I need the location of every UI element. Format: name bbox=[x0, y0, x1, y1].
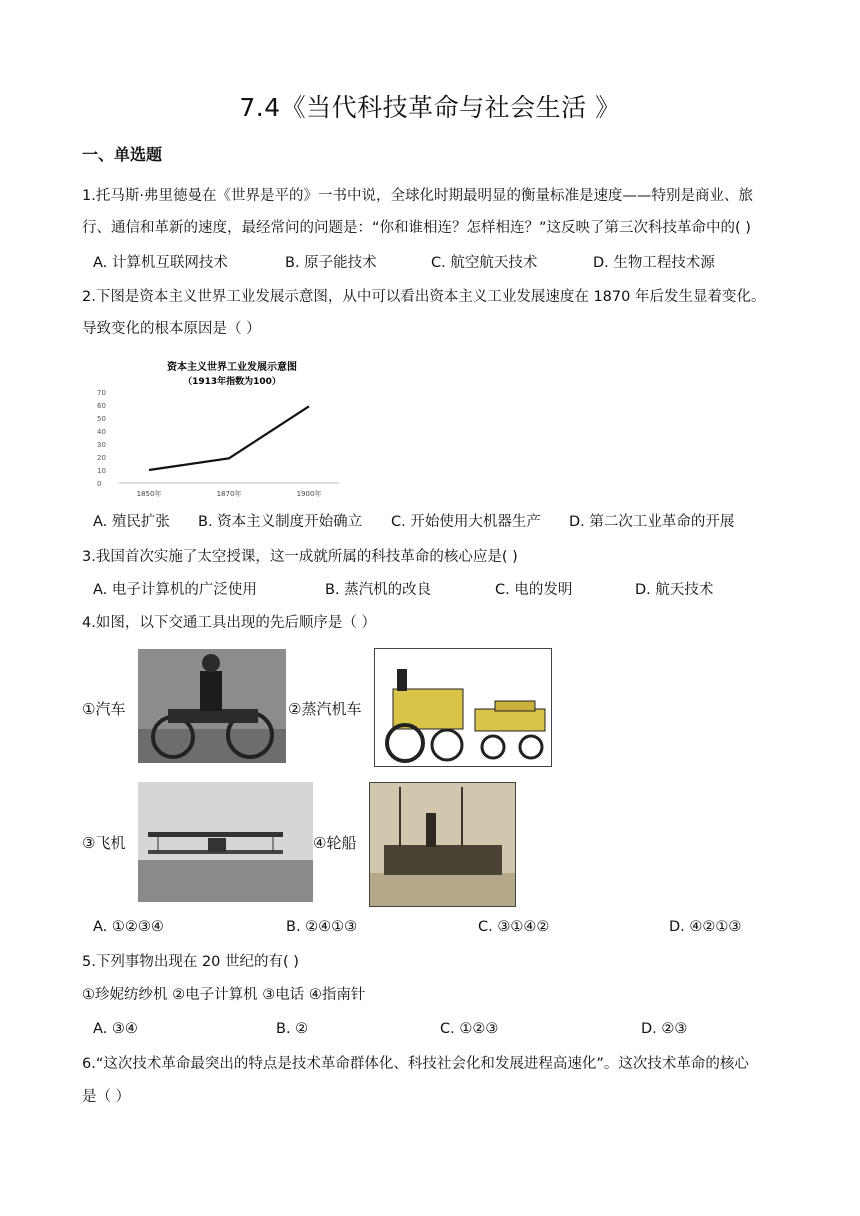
chart-subtitle: （1913年指数为100） bbox=[183, 377, 281, 387]
page-title: 7.4《当代科技革命与社会生活 》 bbox=[239, 93, 621, 122]
chart-series-line bbox=[149, 406, 309, 470]
chart-y-tick-label: 0 bbox=[97, 480, 102, 488]
q3-option-d[interactable]: D. 航天技术 bbox=[635, 582, 714, 598]
q3-option-b[interactable]: B. 蒸汽机的改良 bbox=[325, 582, 432, 598]
chart-x-tick-label: 1900年 bbox=[296, 490, 322, 498]
chart-y-tick-label: 60 bbox=[97, 402, 106, 410]
industry-growth-chart bbox=[84, 354, 354, 504]
q5-option-b[interactable]: B. ② bbox=[276, 1021, 309, 1037]
label-car: ①汽车 bbox=[82, 700, 126, 718]
question-1-line-1: 1.托马斯·弗里德曼在《世界是平的》一书中说，全球化时期最明显的衡量标准是速度——特别是商业、旅 bbox=[82, 188, 753, 204]
q3-option-a[interactable]: A. 电子计算机的广泛使用 bbox=[93, 582, 257, 598]
chart-y-tick-label: 50 bbox=[97, 415, 106, 423]
chart-x-tick-labels bbox=[137, 489, 322, 498]
q1-option-a[interactable]: A. 计算机互联网技术 bbox=[93, 255, 228, 271]
q2-option-a[interactable]: A. 殖民扩张 bbox=[93, 514, 170, 530]
q2-option-d[interactable]: D. 第二次工业革命的开展 bbox=[569, 514, 735, 530]
question-2-line-2: 导致变化的根本原因是（ ） bbox=[82, 321, 261, 337]
question-5-line-1: 5.下列事物出现在 20 世纪的有( ) bbox=[82, 954, 299, 970]
chart-x-tick-label: 1870年 bbox=[216, 490, 242, 498]
q4-option-a[interactable]: A. ①②③④ bbox=[93, 919, 164, 935]
steamship-photo bbox=[369, 782, 516, 907]
steam-locomotive-photo bbox=[374, 648, 552, 767]
q2-option-c[interactable]: C. 开始使用大机器生产 bbox=[391, 514, 541, 530]
q5-option-c[interactable]: C. ①②③ bbox=[440, 1021, 499, 1037]
chart-y-tick-label: 40 bbox=[97, 428, 106, 436]
chart-y-tick-label: 70 bbox=[97, 389, 106, 397]
q4-option-d[interactable]: D. ④②①③ bbox=[669, 919, 742, 935]
question-5-items: ①珍妮纺纱机 ②电子计算机 ③电话 ④指南针 bbox=[82, 987, 366, 1003]
q5-option-d[interactable]: D. ②③ bbox=[641, 1021, 688, 1037]
question-6-line-2: 是（ ） bbox=[82, 1089, 131, 1105]
chart-y-tick-label: 20 bbox=[97, 454, 106, 462]
question-1-line-2: 行、通信和革新的速度，最经常问的问题是：“你和谁相连？怎样相连？”这反映了第三次科技革命中的( ) bbox=[82, 220, 751, 236]
q2-option-b[interactable]: B. 资本主义制度开始确立 bbox=[198, 514, 363, 530]
question-2-line-1: 2.下图是资本主义世界工业发展示意图，从中可以看出资本主义工业发展速度在 1870 年后发生显着变化。 bbox=[82, 289, 766, 305]
section-heading: 一、单选题 bbox=[82, 145, 163, 164]
q1-option-b[interactable]: B. 原子能技术 bbox=[285, 255, 377, 271]
question-4-line-1: 4.如图，以下交通工具出现的先后顺序是（ ） bbox=[82, 615, 376, 631]
chart-x-tick-label: 1850年 bbox=[136, 490, 162, 498]
question-3-line-1: 3.我国首次实施了太空授课，这一成就所属的科技革命的核心应是( ) bbox=[82, 549, 518, 565]
q1-option-c[interactable]: C. 航空航天技术 bbox=[431, 255, 538, 271]
chart-title: 资本主义世界工业发展示意图 bbox=[167, 362, 297, 373]
label-steam-locomotive: ②蒸汽机车 bbox=[288, 700, 362, 718]
q3-option-c[interactable]: C. 电的发明 bbox=[495, 582, 573, 598]
airplane-photo bbox=[138, 782, 313, 902]
car-photo bbox=[138, 649, 286, 763]
q4-option-c[interactable]: C. ③①④② bbox=[478, 919, 550, 935]
chart-y-tick-labels bbox=[97, 389, 106, 488]
q1-option-d[interactable]: D. 生物工程技术源 bbox=[593, 255, 715, 271]
label-airplane: ③飞机 bbox=[82, 834, 126, 852]
chart-y-tick-label: 30 bbox=[97, 441, 106, 449]
q5-option-a[interactable]: A. ③④ bbox=[93, 1021, 138, 1037]
label-steamship: ④轮船 bbox=[313, 834, 357, 852]
question-6-line-1: 6.“这次技术革命最突出的特点是技术革命群体化、科技社会化和发展进程高速化”。这次技术革命的核心 bbox=[82, 1056, 749, 1072]
q4-option-b[interactable]: B. ②④①③ bbox=[286, 919, 358, 935]
chart-y-tick-label: 10 bbox=[97, 467, 106, 475]
